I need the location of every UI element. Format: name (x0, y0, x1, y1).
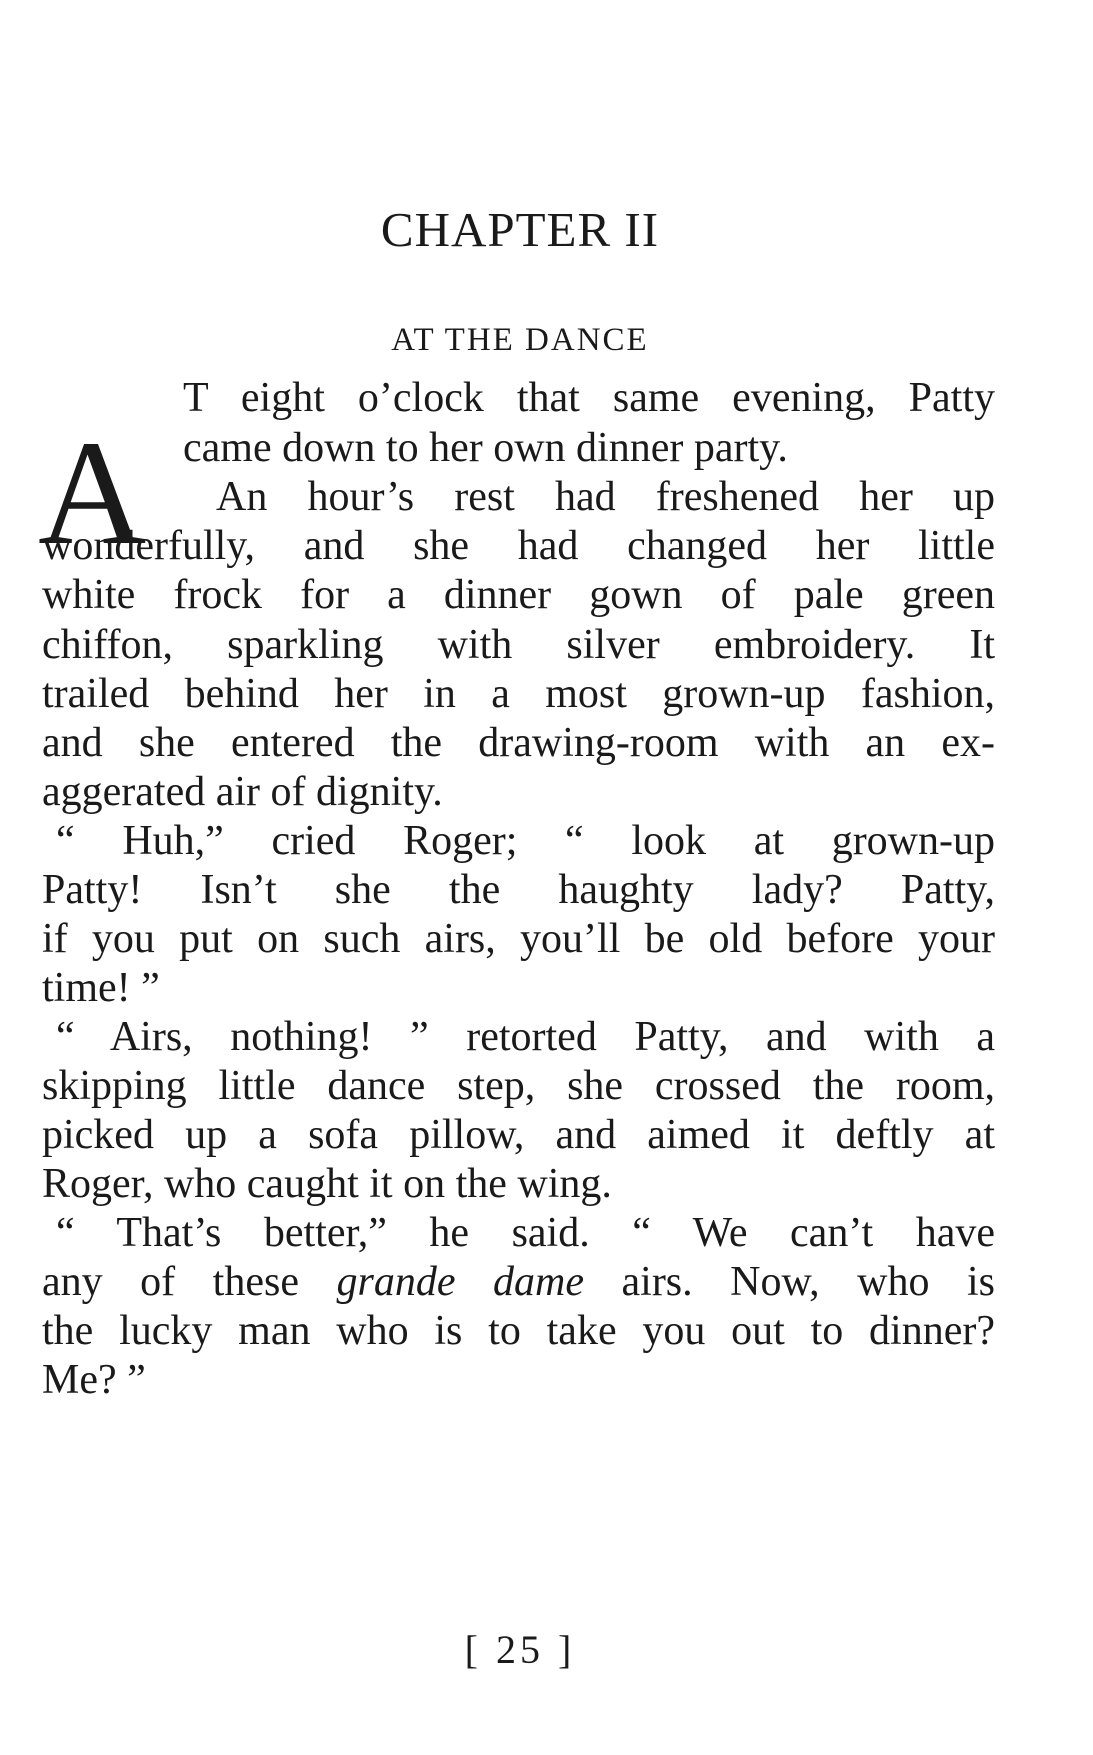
text-span: airs. Now, who is (583, 1259, 995, 1305)
text-line: “ Airs, nothing! ” retorted Patty, and with a (56, 1014, 995, 1060)
text-line: and she entered the drawing-room with an ex- (42, 720, 995, 766)
text-line: came down to her own dinner party. (183, 425, 788, 471)
text-line: wonderfully, and she had changed her little (42, 523, 995, 569)
text-line: Patty! Isn’t she the haughty lady? Patty, (42, 867, 995, 913)
text-line: T eight o’clock that same evening, Patty (183, 375, 995, 421)
chapter-heading: CHAPTER II (380, 202, 660, 257)
chapter-subtitle: AT THE DANCE (391, 322, 649, 358)
text-line: An hour’s rest had freshened her up (216, 474, 995, 520)
text-line: aggerated air of dignity. (42, 769, 443, 815)
text-span: any of these (42, 1259, 337, 1305)
text-line-italic (42, 1254, 995, 1310)
text-line: trailed behind her in a most grown-up fashion, (42, 671, 995, 717)
text-line: the lucky man who is to take you out to dinner? (42, 1308, 995, 1354)
text-line: Me? ” (42, 1357, 146, 1403)
text-line: if you put on such airs, you’ll be old before your (42, 916, 995, 962)
text-line: picked up a sofa pillow, and aimed it deftly at (42, 1112, 995, 1158)
page-number: [ 25 ] (464, 1627, 576, 1672)
drop-cap: A (38, 410, 147, 576)
text-line: skipping little dance step, she crossed the room, (42, 1063, 995, 1109)
text-line: “ That’s better,” he said. “ We can’t have (56, 1210, 995, 1256)
text-line: “ Huh,” cried Roger; “ look at grown-up (56, 818, 995, 864)
text-line: Roger, who caught it on the wing. (42, 1161, 612, 1207)
text-line: time! ” (42, 965, 160, 1011)
text-line: white frock for a dinner gown of pale green (42, 572, 995, 618)
text-line: chiffon, sparkling with silver embroidery. It (42, 622, 995, 668)
italic-phrase: grande dame (336, 1259, 584, 1305)
